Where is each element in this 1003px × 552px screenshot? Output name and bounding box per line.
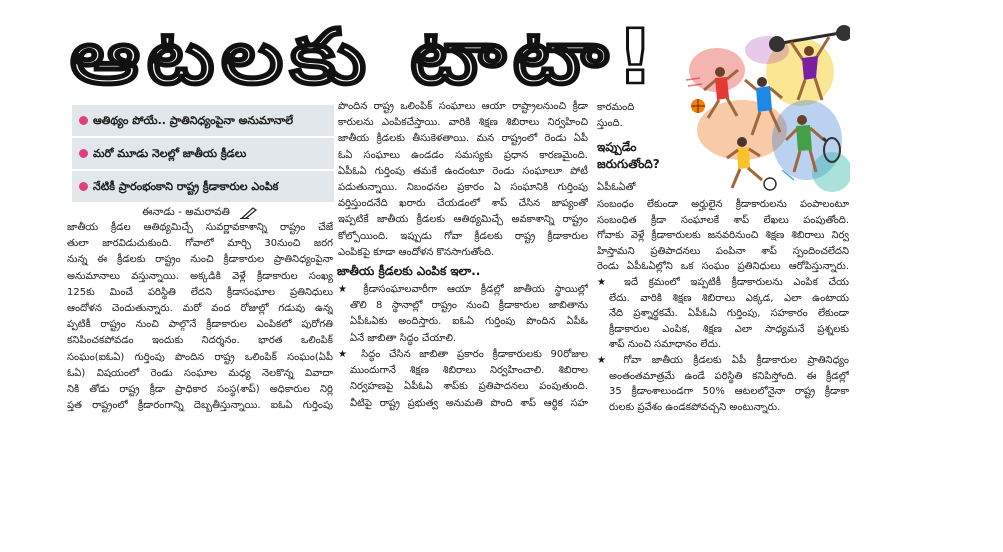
- bullet-line: తొలి 8 స్థానాల్లో రాష్ట్రం నుంచి క్రీడాకారుల జాబితాను: [350, 300, 588, 312]
- bullet-line: ★ గోవా జాతీయ క్రీడలకు ఏపీ క్రీడాకారుల ప్రాతినిధ్యం: [597, 355, 849, 366]
- right-column-intro: [597, 180, 677, 197]
- body-line: అనుమానాలు వస్తున్నాయి. అక్కడికి వెళ్లే క్రీడాకారుల సంఖ్య: [67, 270, 333, 282]
- headline: [70, 8, 674, 106]
- bullet-line: శాప్ నుంచి సమాధానం లేదు.: [609, 339, 722, 351]
- bullet-line: ముందుగానే శిక్షణ శిబిరాలు నిర్వహించాలి. శిబిరాల: [350, 365, 588, 377]
- bullet-line: ★ సిద్ధం చేసిన జాబితా ప్రకారం క్రీడాకారులకు 90రోజుల: [338, 349, 588, 360]
- body-line: ఓఏ) విషయంలో రెండు సంఘాల మధ్య నెలకొన్న వివాదా: [67, 367, 333, 379]
- body-line: ఇప్పటికే జాతీయ క్రీడలకు ఆతిథ్యమిచ్చే అవకాశాన్ని రాష్ట్రం: [338, 214, 588, 226]
- right-subheading: [597, 139, 679, 174]
- byline-text: ఈనాడు - అమరావతి: [141, 206, 230, 218]
- athletes-illustration: [682, 20, 850, 192]
- bullet-line: ★ క్రీడాసంఘాలవారీగా ఆయా క్రీడల్లో జాతీయ స్థాయిల్లో: [338, 284, 588, 295]
- highlights-box: [72, 105, 334, 204]
- bullet-line: 35 క్రీడాంశాలుండగా 50% ఆటలలోనైనా రాష్ట్ర క్రీడాకా: [609, 386, 849, 398]
- middle-bullet-1: [338, 282, 588, 347]
- body-line: ఏపీఓఏ గుర్తింపు తమకే ఉందంటూ రెండు సంఘాలూ పోటీ: [338, 165, 588, 177]
- bullet-line: అంతంతమాత్రమే ఉండే పరిస్థితి కనిపిస్తోంది. ఈ క్రీడల్లో: [609, 370, 849, 382]
- bullet-line: నేది ప్రశ్నార్థకమే. ఏపీఓఏ గుర్తింపు, సహకారం లేకుండా: [609, 308, 849, 320]
- middle-bullet-2: [338, 347, 588, 413]
- left-column: [67, 220, 333, 418]
- bullet-line: క్రీడాకారుల ఎంపిక, శిక్షణ ఎలా సాధ్యమనే ప్రశ్నలకు: [609, 323, 849, 335]
- bullet-line: రులకు ప్రవేశం ఉండకపోవచ్చని అంటున్నారు.: [609, 401, 781, 413]
- body-line: సంబంధిత క్రీడా సంఘాలకే శాప్ లేఖలు పంపుతోంది.: [597, 214, 849, 226]
- body-line: తులా జారవిడుచుకుంది. గోవాలో మార్చి 30నుంచి జరగ: [67, 238, 333, 250]
- bullet-line: లేదు. వారికి శిక్షణ శిబిరాలు ఎక్కడ, ఎలా ఉంటాయ: [609, 292, 849, 304]
- right-column-paragraph: [597, 197, 849, 275]
- right-bullet-2: [597, 353, 849, 416]
- body-line: నున్న ఈ క్రీడలకు రాష్ట్రం నుంచి క్రీడాకారుల ప్రాతినిధ్యంపైనా: [67, 254, 333, 266]
- subheading-text: ఇప్పుడేం: [597, 140, 637, 154]
- body-line: జాతీయ క్రీడలకు తీసుకెళతాయి. మన రాష్ట్రంలో రెండు ఏపీ: [338, 133, 588, 145]
- body-line: పడుతున్నాయి. నిబంధనల ప్రకారం ఏ సంఘానికి గుర్తింపు: [338, 181, 588, 193]
- bullet-line: నిర్వహణపై ఏపీఓఏ శాప్‌కు ప్రతిపాదనలు పంపుతుంది.: [350, 381, 588, 393]
- middle-column-paragraph: [338, 99, 588, 263]
- body-line: 125కు మించే పరిస్థితి లేదని క్రీడాసంఘాల ప్రతినిధులు: [67, 286, 333, 298]
- headline-text: ఆటలకు టాటా!: [70, 12, 663, 101]
- bullet-dot-icon: [79, 116, 88, 125]
- athletes-illustration-svg: [682, 20, 850, 192]
- pen-icon: [240, 206, 258, 219]
- body-line: వర్తిస్తుందనేది ఖరారు చేయడంలో శాప్ చేసిన జాప్యంతో: [338, 198, 588, 210]
- body-line: ఓఏ సంఘాలు ఉండడం సమస్యకు ప్రధాన కారణమైంది.: [338, 149, 588, 161]
- highlight-item: [72, 138, 334, 169]
- body-line: ఎంపికపై కూడా ఆందోళన కొనసాగుతోంది.: [338, 246, 495, 258]
- subheading-text: జాతీయ క్రీడలకు ఎంపిక ఇలా..: [337, 264, 481, 278]
- bullet-line: వీటిపై రాష్ట్ర ప్రభుత్వ అనుమతి పొంది శాప్ ఆర్థిక సహ: [350, 397, 588, 409]
- basketball-icon: [691, 99, 705, 113]
- byline: [67, 202, 333, 219]
- body-line: గోవాకు వెళ్లే క్రీడాకారులకు జనవరినుంచి శిక్షణ శిబిరాలు నిర్వ: [597, 230, 849, 242]
- body-line: ప్తత రాష్ట్రంలో క్రీడారంగాన్ని దెబ్బతీస్తున్నాయి. ఐఓఏ గుర్తింపు: [67, 400, 333, 412]
- body-line: హిస్తామని ప్రతిపాదనలు పంపినా శాప్ స్పందించలేదని: [597, 245, 849, 257]
- body-line: జాతీయ క్రీడల ఆతిథ్యమిచ్చే సువర్ణావకాశాన్ని రాష్ట్రం చేజే: [67, 222, 333, 233]
- middle-subheading: [337, 262, 588, 280]
- body-line: కారమంది: [597, 102, 635, 113]
- bullet-line: ఏపీఓఏకు అందిస్తారు. ఐఓఏ గుర్తింపు పొందిన ఏపీఓ: [350, 316, 588, 328]
- body-line: సంఘం(ఐఓఏ) గుర్తింపు పొందిన రాష్ట్ర ఒలింపిక్ సంఘం(ఏపీ: [67, 351, 333, 363]
- bullet-line: ★ ఇదే క్రమంలో ఇప్పటికీ క్రీడాకారులను ఎంపిక చేయ: [597, 277, 849, 288]
- body-line: సంబంధం లేకుండా అర్హులైన క్రీడాకారులను పంపాలంటూ: [597, 199, 849, 210]
- right-bullet-1: [597, 275, 849, 353]
- body-line: ఆందోళన చెందుతున్నారు. మరో వంద రోజుల్లో గడువు ఉన్న: [67, 302, 333, 314]
- bullet-dot-icon: [79, 149, 88, 158]
- body-line: ప్పటికీ రాష్ట్రం నుంచి పాల్గొనే క్రీడాకారుల ఎంపికలో పురోగతి: [67, 319, 333, 331]
- body-line: ఏపీఓఏతో: [597, 182, 636, 193]
- highlight-text: నేటికీ ప్రారంభంకాని రాష్ట్ర క్రీడాకారుల ఎంపిక: [93, 180, 279, 193]
- subheading-text: జరుగుతోంది?: [597, 157, 660, 171]
- highlight-item: [72, 105, 334, 136]
- bullet-dot-icon: [79, 182, 88, 191]
- right-column-top: [597, 100, 677, 133]
- bullet-line: ఏనే జాబితా సిద్ధం చేయాలి.: [350, 332, 457, 344]
- body-line: స్తుంది.: [597, 118, 623, 130]
- highlight-item: [72, 171, 334, 202]
- body-line: కనిపించకపోవడం ఇందుకు నిదర్శనం. భారత ఒలింపిక్: [67, 335, 333, 347]
- body-line: పొందిన రాష్ట్ర ఒలింపిక్ సంఘాలు ఆయా రాష్ట్రాలనుంచి క్రీడా: [338, 101, 588, 112]
- highlight-text: మరో మూడు నెలల్లో జాతీయ క్రీడలు: [93, 147, 247, 160]
- body-line: రెండు ఏపీఓఏల్లోని ఒక సంఘం ప్రతినిధులు ఆరోపిస్తున్నారు.: [597, 261, 849, 273]
- highlight-text: ఆతిథ్యం పోయే.. ప్రాతినిధ్యంపైనా అనుమానాలే: [93, 114, 293, 127]
- body-line: నికి తోడు రాష్ట్ర క్రీడా ప్రాధికార సంస్థ(శాప్) అధికారుల నిర్లి: [67, 383, 333, 395]
- body-line: కారులను ఎంపికచేస్తాయి. వారికి శిక్షణ శిబిరాలు నిర్వహించి: [338, 117, 588, 129]
- color-splashes: [689, 36, 850, 192]
- body-line: కోల్పోయింది. ఇప్పుడు గోవా క్రీడలకు రాష్ట్ర క్రీడాకారుల: [338, 230, 588, 242]
